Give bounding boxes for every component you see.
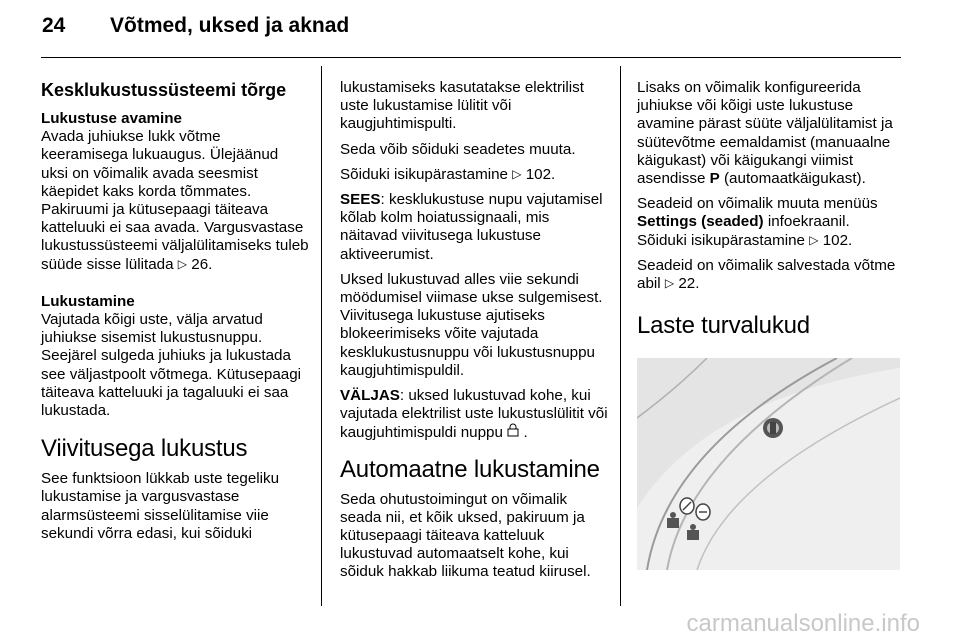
section-title: Kesklukustussüsteemi tõrge bbox=[41, 80, 287, 100]
save-paragraph: Seadeid on võimalik salvestada võtme abil ▷ 22. bbox=[637, 256, 896, 293]
valjas-paragraph: VÄLJAS: uksed lukustuvad kohe, kui vajutada elektrilist uste lukustuslülitit või kaugjuhtimispuldi nuppu . bbox=[340, 387, 608, 442]
column-2 bbox=[340, 70, 608, 589]
settings-paragraph: Seda võib sõiduki seadetes muuta. bbox=[340, 140, 576, 158]
watermark: carmanualsonline.info bbox=[686, 610, 920, 637]
page-number: 24 bbox=[42, 14, 66, 37]
column-divider-1 bbox=[321, 66, 322, 606]
column-divider-2 bbox=[620, 66, 621, 606]
child-lock-illustration bbox=[637, 358, 900, 570]
lock-heading: Lukustamine bbox=[41, 292, 135, 310]
auto-lock-title: Automaatne lukustamine bbox=[340, 455, 600, 483]
ref-arrow-icon: ▷ bbox=[664, 276, 675, 291]
ref-arrow-icon: ▷ bbox=[512, 166, 522, 181]
unlock-paragraph: Avada juhiukse lukk võtme keeramisega lukuaugus. Ülejäänud uksi on võimalik avada seesmist käepidet kaks korda tõmmates. Pakiruumi ja kütusepaagi täiteava katteluuki ei saa avada. Vargusvastase lukustussüsteemi väljalülitamiseks tuleb süüde sisse lülitada ▷ 26. bbox=[41, 128, 309, 273]
delayed-lock-paragraph: See funktsioon lükkab uste tegeliku lukustamise ja vargusvastase alarmsüsteemi sisselülitamise viie sekundi võrra edasi, kui sõiduki bbox=[41, 470, 280, 542]
header-rule bbox=[41, 57, 901, 58]
lock-button-icon bbox=[507, 424, 523, 441]
page-header bbox=[42, 14, 349, 50]
auto-lock-paragraph: Seda ohutustoimingut on võimalik seada nii, et kõik uksed, pakiruum ja kütusepaagi täiteava katteluuk lukustuvad automaatselt kohe, kui sõiduk hakkab liikuma teatud kiirusel. bbox=[340, 490, 591, 581]
sees-paragraph: SEES: kesklukustuse nupu vajutamisel kõlab kolm hoiatussignaali, mis näitavad viivitusega lukustuse aktiveerumist. bbox=[340, 191, 603, 263]
ref-arrow-icon: ▷ bbox=[809, 232, 819, 247]
doors-paragraph: Uksed lukustuvad alles viie sekundi möödumisel viimase ukse sulgemisest. Viivitusega lukustuse ajutiseks blokeerimiseks võite vajutada kesklukustusnuppu või lukustusnuppu kaugjuhtimispuldil. bbox=[340, 270, 603, 379]
config-paragraph: Lisaks on võimalik konfigureerida juhiukse või kõigi uste lukustuse avamine pärast süüte väljalülitamist ja süütevõtme eemaldamist (manuaalne käigukast) või käigukangi viimist asendisse P (automaatkäigukast). bbox=[637, 79, 893, 188]
settings-menu-label: Settings (seaded) bbox=[637, 213, 764, 231]
ref-arrow-icon: ▷ bbox=[177, 256, 188, 271]
column-3 bbox=[637, 70, 905, 347]
unlock-ref[interactable]: 26. bbox=[191, 255, 213, 273]
remote-paragraph: lukustamiseks kasutatakse elektrilist uste lukustamise lülitit või kaugjuhtimispulti. bbox=[340, 79, 584, 133]
column-1 bbox=[41, 70, 309, 550]
child-lock-title: Laste turvalukud bbox=[637, 312, 810, 340]
lock-paragraph: Vajutada kõigi uste, välja arvatud juhiukse sisemist lukustusnuppu. Seejärel sulgeda juhiuks ja lukustada see väljastpoolt võtmega. Kütusepaagi täiteava katteluuki ja tagaluuki ei saa lukustada. bbox=[41, 311, 302, 420]
unlock-heading: Lukustuse avamine bbox=[41, 110, 182, 127]
chapter-title: Võtmed, uksed ja aknad bbox=[110, 14, 350, 37]
menu-paragraph: Seadeid on võimalik muuta menüüs Settings (seaded) infoekraanil. Sõiduki isikupärastamine ▷ 102. bbox=[637, 195, 878, 249]
delayed-lock-title: Viivitusega lukustus bbox=[41, 435, 248, 463]
personalize-ref: Sõiduki isikupärastamine ▷ 102. bbox=[340, 165, 556, 183]
